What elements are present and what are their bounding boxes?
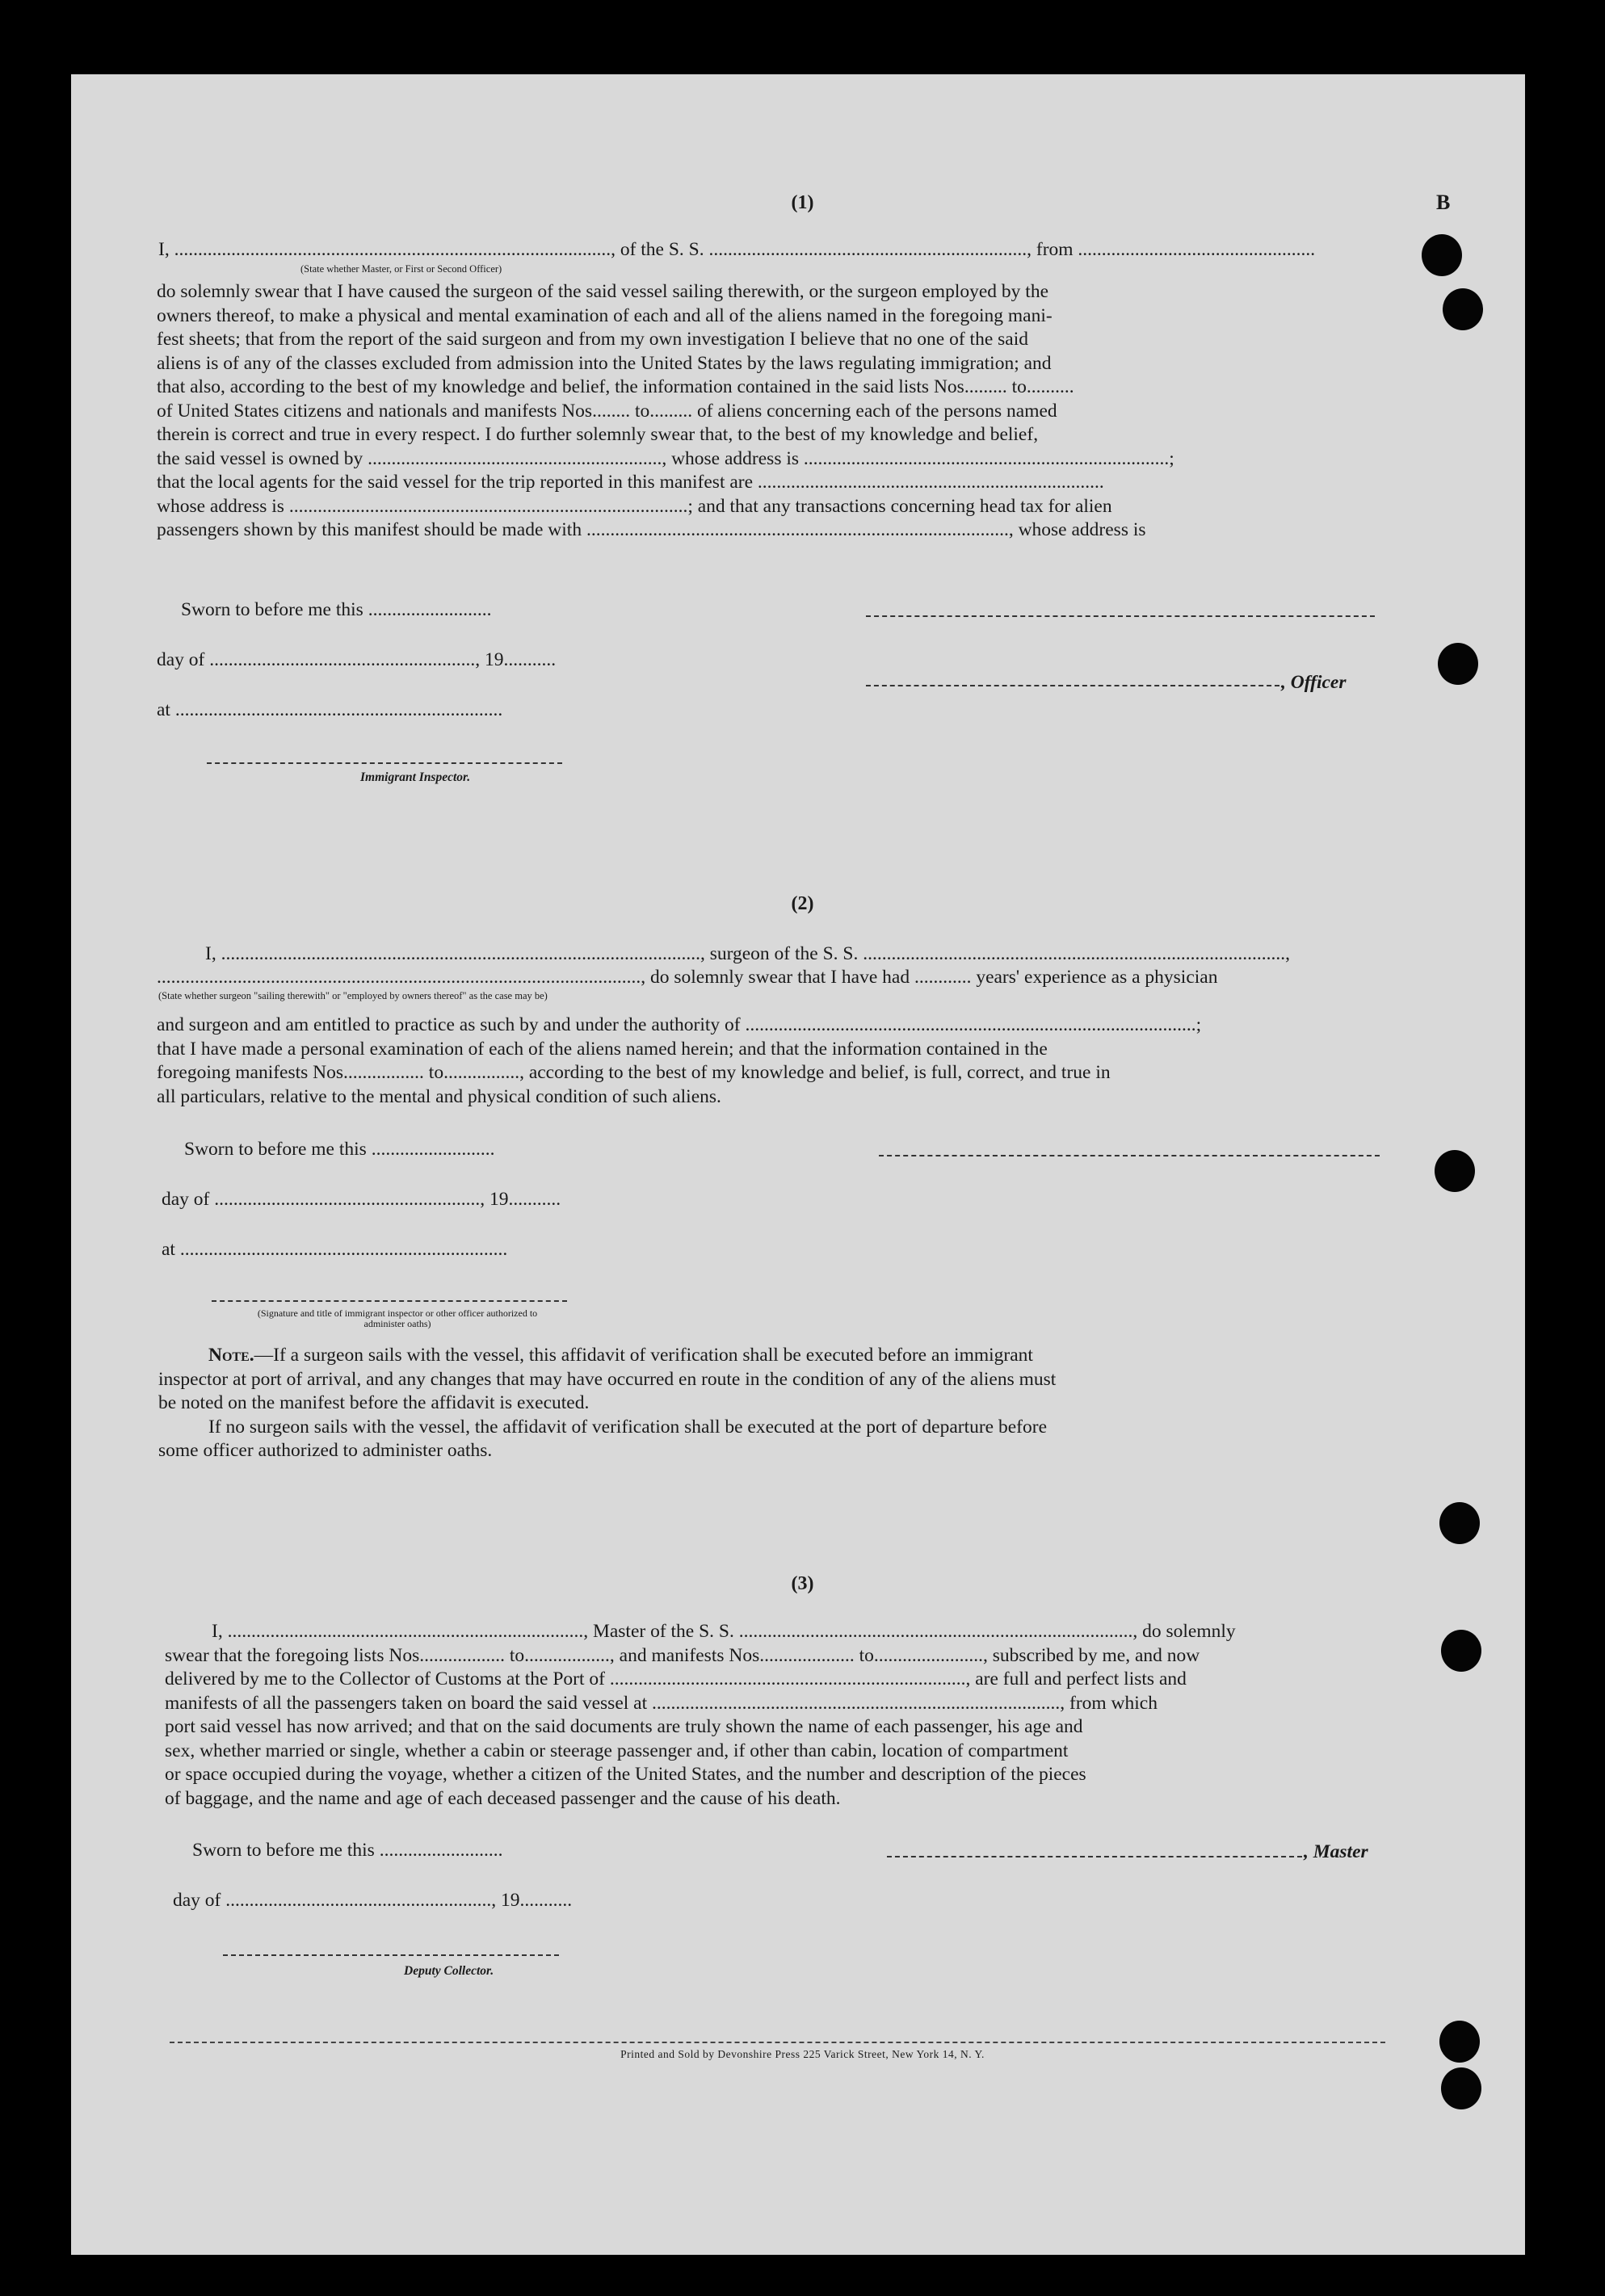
section-3-line: delivered by me to the Collector of Customs at the Port of ..........................................................................., are full and perfect lists and (165, 1668, 1187, 1689)
section-3-line: sex, whether married or single, whether a cabin or steerage passenger and, if other than cabin, location of compartment (165, 1740, 1069, 1761)
note-line (158, 1344, 1383, 1368)
section-3-line: manifests of all the passengers taken on board the said vessel at ......................................................................................, from which (165, 1692, 1158, 1714)
section-3-sworn: Sworn to before me this .......................... (192, 1840, 503, 1861)
section-3-line: or space occupied during the voyage, whether a citizen of the United States, and the number and description of the pieces (165, 1764, 1086, 1785)
section-2-body (157, 1014, 1380, 1109)
section-3-body (165, 1620, 1386, 1811)
section-1-line: aliens is of any of the classes excluded from admission into the United States by the laws regulating immigration; and (157, 352, 1052, 374)
section-2-line-1: I, ....................................................................................................., surgeon of the S. S. ........................................................................................., (205, 943, 1290, 964)
officer-signature-line (866, 685, 1279, 686)
footer-rule (170, 2042, 1385, 2043)
deputy-collector-label: Deputy Collector. (404, 1964, 494, 1978)
master-label: , Master (1304, 1841, 1368, 1862)
section-1-day-of: day of ........................................................, 19........... (157, 649, 557, 670)
section-3-line: of baggage, and the name and age of each deceased passenger and the cause of his death. (165, 1787, 841, 1809)
deputy-signature-line (223, 1954, 559, 1956)
section-1-rank-hint: (State whether Master, or First or Second Officer) (300, 263, 502, 275)
section-1-body (157, 280, 1378, 543)
punch-hole (1443, 288, 1483, 330)
section-1-line: whose address is ....................................................................................; and that any transactions concerning head tax for alien (157, 495, 1112, 517)
punch-hole (1438, 643, 1478, 685)
note-label: Note. (208, 1345, 254, 1366)
section-2-at: at ..................................................................... (162, 1239, 508, 1260)
section-3-day-of: day of ........................................................, 19........... (173, 1890, 573, 1911)
section-1-line: passengers shown by this manifest should be made with ........................................................................................., whose address is (157, 519, 1146, 540)
section-1-opening: I, ............................................................................................, of the S. S. ..................................................................., from .................................................. (158, 239, 1316, 260)
section-2-day-of: day of ........................................................, 19........... (162, 1189, 561, 1210)
section-3-line: I, ..........................................................................., Master of the S. S. ..................................................................................., do solemnly (212, 1621, 1236, 1642)
section-2-sig-hint: (Signature and title of immigrant inspector or other officer authorized to administer oaths) (257, 1308, 538, 1329)
section-1-line: of United States citizens and nationals and manifests Nos........ to......... of aliens concerning each of the persons named (157, 400, 1057, 422)
section-3-number: (3) (791, 1573, 814, 1594)
section-2-line-2: ......................................................................................................, do solemnly swear that I have had ............ years' experience as a physician (157, 967, 1218, 988)
section-1-line: do solemnly swear that I have caused the surgeon of the said vessel sailing therewith, or the surgeon employed by the (157, 281, 1049, 302)
section-1-number: (1) (791, 192, 814, 213)
punch-hole (1441, 2067, 1481, 2109)
section-1-line: therein is correct and true in every respect. I do further solemnly swear that, to the best of my knowledge and belief, (157, 424, 1039, 445)
punch-hole (1439, 1502, 1480, 1544)
section-2-line: that I have made a personal examination of each of the aliens named herein; and that the information contained in the (157, 1038, 1048, 1060)
surgeon-signature-line (879, 1155, 1380, 1156)
section-1-line: that also, according to the best of my knowledge and belief, the information contained in the said lists Nos......... to.......... (157, 376, 1074, 397)
note-line: inspector at port of arrival, and any changes that may have occurred en route in the condition of any of the aliens must (158, 1368, 1057, 1390)
section-1-line: the said vessel is owned by .............................................................., whose address is .............................................................................; (157, 447, 1174, 469)
master-signature-line (887, 1856, 1302, 1857)
officer-signature-line (866, 615, 1375, 617)
note-line: some officer authorized to administer oaths. (158, 1440, 493, 1461)
punch-hole (1435, 1150, 1475, 1192)
section-2-line: and surgeon and am entitled to practice as such by and under the authority of ...............................................................................................; (157, 1014, 1202, 1035)
section-1-at: at ..................................................................... (157, 699, 503, 720)
officer-label: , Officer (1281, 672, 1347, 693)
printer-imprint: Printed and Sold by Devonshire Press 225 Varick Street, New York 14, N. Y. (620, 2048, 985, 2060)
note-line: If no surgeon sails with the vessel, the affidavit of verification shall be executed at the port of departure before (208, 1416, 1047, 1438)
section-3-line: swear that the foregoing lists Nos.................. to.................., and manifests Nos.................... to......................., subscribed by me, and now (165, 1644, 1200, 1666)
inspector-signature-line (207, 762, 562, 764)
punch-hole (1422, 234, 1462, 276)
section-2-number: (2) (791, 893, 814, 914)
section-2-sworn: Sworn to before me this .......................... (184, 1139, 495, 1160)
section-2-surgeon-hint: (State whether surgeon "sailing therewith" or "employed by owners thereof" as the case may be) (158, 990, 548, 1001)
punch-hole (1441, 1630, 1481, 1672)
note-line: be noted on the manifest before the affidavit is executed. (158, 1392, 590, 1413)
section-1-sworn: Sworn to before me this .......................... (181, 599, 492, 620)
section-2-line: all particulars, relative to the mental and physical condition of such aliens. (157, 1085, 721, 1107)
section-2-line: foregoing manifests Nos................. to................, according to the best of my knowledge and belief, is full, correct, and true in (157, 1062, 1111, 1083)
section-1-line: owners thereof, to make a physical and mental examination of each and all of the aliens named in the foregoing mani- (157, 304, 1052, 326)
immigrant-inspector-label: Immigrant Inspector. (360, 770, 471, 784)
section-3-line: port said vessel has now arrived; and that on the said documents are truly shown the name of each passenger, his age and (165, 1716, 1083, 1737)
corner-mark: B (1436, 191, 1451, 214)
section-1-line: fest sheets; that from the report of the said surgeon and from my own investigation I believe that no one of the said (157, 329, 1028, 350)
section-1-line: that the local agents for the said vessel for the trip reported in this manifest are ......................................................................... (157, 472, 1104, 493)
note-text: —If a surgeon sails with the vessel, this affidavit of verification shall be executed before an immigrant (254, 1345, 1033, 1366)
witness-signature-line (212, 1300, 567, 1302)
section-2-note (158, 1344, 1383, 1463)
